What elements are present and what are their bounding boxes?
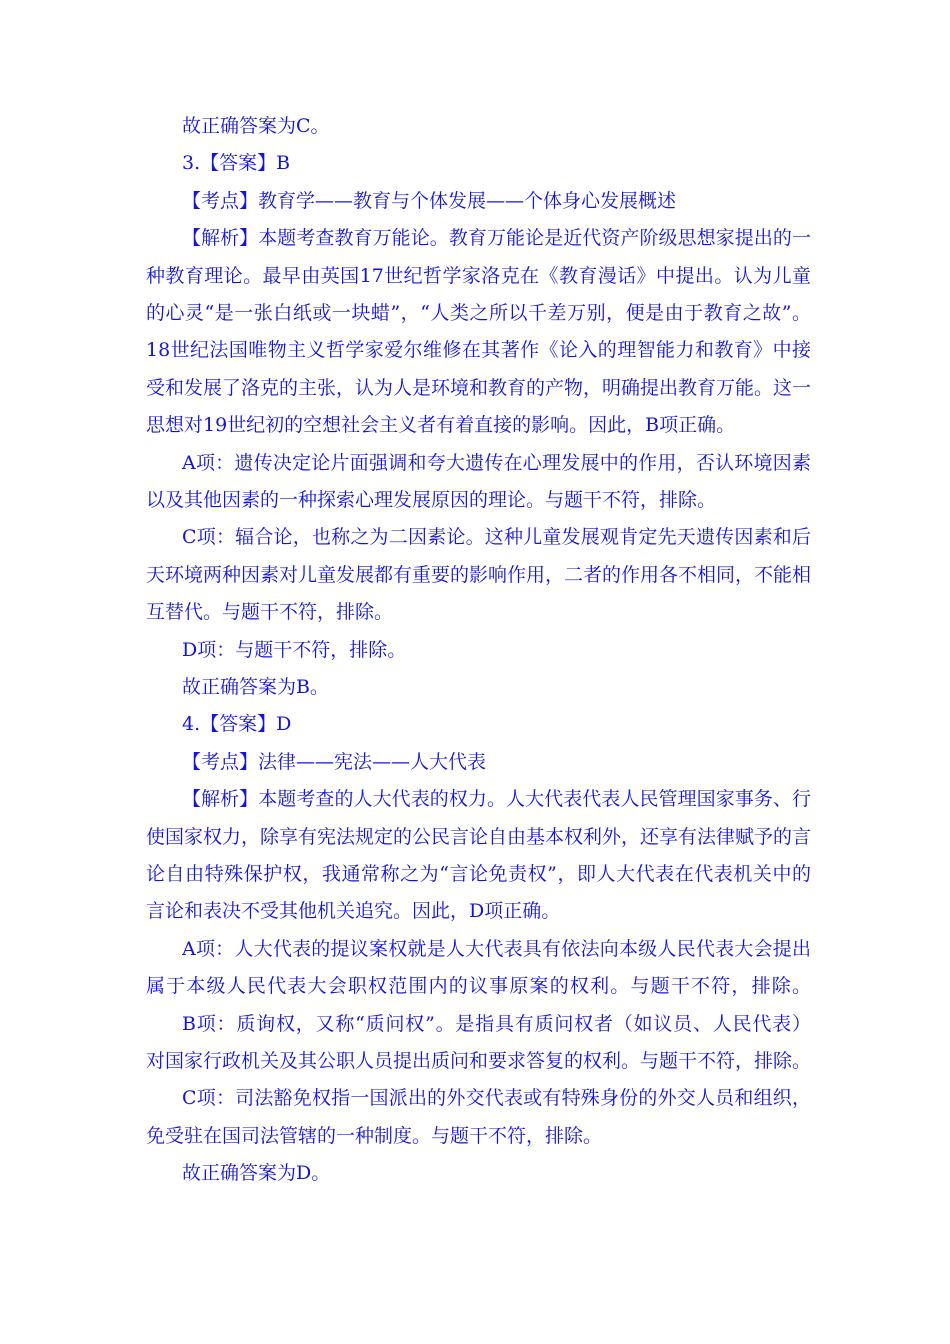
text-line: 故正确答案为C。 [182, 115, 330, 137]
text-line: A项：遗传决定论片面强调和夸大遗传在心理发展中的作用，否认环境因素 [182, 451, 811, 474]
text-line: 互替代。与题干不符，排除。 [146, 601, 394, 624]
text-line: 【解析】本题考查的人大代表的权力。人大代表代表人民管理国家事务、行 [182, 788, 811, 811]
text-line: D项：与题干不符，排除。 [182, 638, 407, 661]
text-line: 故正确答案为D。 [182, 1162, 331, 1185]
text-line: 种教育理论。最早由英国17世纪哲学家洛克在《教育漫话》中提出。认为儿童 [146, 264, 811, 287]
text-line: C项：辐合论，也称之为二因素论。这种儿童发展观肯定先天遗传因素和后 [182, 526, 811, 549]
text-line: 【考点】教育学——教育与个体发展——个体身心发展概述 [182, 189, 677, 212]
text-line: 以及其他因素的一种探索心理发展原因的理论。与题干不符，排除。 [146, 489, 717, 511]
text-line: 3.【答案】B [182, 152, 291, 175]
text-line: 使国家权力，除享有宪法规定的公民言论自由基本权利外，还享有法律赋予的言 [146, 825, 811, 848]
text-line: 论自由特殊保护权，我通常称之为“言论免责权”，即人大代表在代表机关中的 [146, 863, 811, 885]
text-line: 【解析】本题考查教育万能论。教育万能论是近代资产阶级思想家提出的一 [182, 227, 811, 250]
text-line: 的心灵“是一张白纸或一块蜡”，“人类之所以千差万别，便是由于教育之故”。 [146, 302, 811, 324]
text-line: 4.【答案】D [182, 713, 292, 736]
text-line: C项：司法豁免权指一国派出的外交代表或有特殊身份的外交人员和组织， [182, 1087, 811, 1110]
text-line: 受和发展了洛克的主张，认为人是环境和教育的产物，明确提出教育万能。这一 [146, 376, 811, 399]
text-line: 故正确答案为B。 [182, 676, 329, 698]
text-line: 对国家行政机关及其公职人员提出质问和要求答复的权利。与题干不符，排除。 [146, 1050, 811, 1072]
text-line: 18世纪法国唯物主义哲学家爱尔维修在其著作《论入的理智能力和教育》中接 [146, 339, 811, 362]
text-line: 思想对19世纪初的空想社会主义者有着直接的影响。因此，B项正确。 [146, 414, 736, 437]
text-line: A项：人大代表的提议案权就是人大代表具有依法向本级人民代表大会提出 [182, 937, 811, 960]
text-line: 天环境两种因素对儿童发展都有重要的影响作用，二者的作用各不相同，不能相 [146, 563, 811, 586]
text-line: 言论和表决不受其他机关追究。因此，D项正确。 [146, 900, 561, 923]
text-line: B项：质询权，又称“质问权”。是指具有质问权者（如议员、人民代表） [182, 1012, 811, 1035]
text-line: 属于本级人民代表大会职权范围内的议事原案的权利。与题干不符，排除。 [146, 975, 811, 998]
text-line: 免受驻在国司法管辖的一种制度。与题干不符，排除。 [146, 1124, 603, 1147]
text-line: 【考点】法律——宪法——人大代表 [182, 750, 487, 773]
